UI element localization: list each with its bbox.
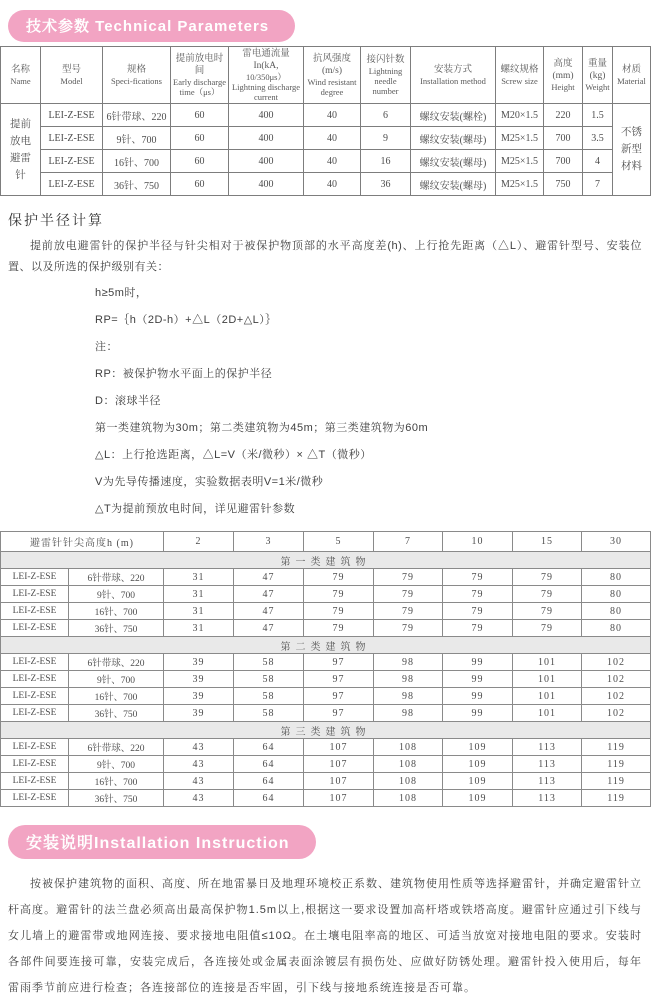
col-header-model: 型号 Model — [41, 47, 103, 104]
building-class-label: 第三类建筑物 — [1, 722, 651, 739]
spec-cell: 9针、700 — [69, 756, 164, 773]
spec-cell: 36针、750 — [69, 620, 164, 637]
radius-value: 109 — [443, 790, 513, 807]
radius-value: 102 — [582, 688, 651, 705]
radius-header-row — [1, 532, 651, 552]
radius-value: 108 — [374, 756, 443, 773]
radius-value: 58 — [234, 654, 304, 671]
radius-value: 97 — [304, 671, 374, 688]
radius-value: 97 — [304, 654, 374, 671]
formula-line: D：滚球半径 — [95, 395, 161, 407]
radius-value: 113 — [513, 773, 582, 790]
radius-value: 64 — [234, 756, 304, 773]
height-col-header: 3 — [234, 532, 304, 552]
radius-calc-intro: 提前放电避雷针的保护半径与针尖相对于被保护物顶部的水平高度差(h)、上行抢先距离（△L）、避雷针型号、安装位置、以及所选的保护级别有关： — [8, 240, 642, 273]
radius-value: 107 — [304, 739, 374, 756]
radius-row — [1, 671, 651, 688]
radius-value: 47 — [234, 586, 304, 603]
technical-parameters-table — [0, 46, 651, 196]
technical-parameters-banner — [8, 10, 295, 42]
model-cell: LEI-Z-ESE — [41, 104, 103, 127]
col-header-wind-resistant-degree: 抗风强度(m/s) Wind resistant degree — [304, 47, 361, 104]
radius-value: 79 — [513, 586, 582, 603]
radius-value: 119 — [582, 739, 651, 756]
radius-row — [1, 603, 651, 620]
current-cell: 400 — [229, 150, 304, 173]
spec-cell: 9针、700 — [69, 671, 164, 688]
model-cell: LEI-Z-ESE — [1, 603, 69, 620]
spec-cell: 9针、700 — [103, 127, 171, 150]
radius-value: 98 — [374, 688, 443, 705]
spec-cell: 6针带球、220 — [69, 569, 164, 586]
height-cell: 700 — [544, 127, 583, 150]
radius-value: 39 — [164, 705, 234, 722]
col-header-material: 材质 Material — [613, 47, 651, 104]
formula-line: △L：上行抢选距离，△L=V（米/微秒）× △T（微秒） — [95, 449, 372, 461]
install-cell: 螺纹安装(螺母) — [411, 150, 496, 173]
height-col-header: 15 — [513, 532, 582, 552]
install-cell: 螺纹安装(螺母) — [411, 173, 496, 196]
radius-value: 102 — [582, 654, 651, 671]
radius-value: 97 — [304, 705, 374, 722]
params-row — [1, 127, 651, 150]
current-cell: 400 — [229, 173, 304, 196]
screw-cell: M25×1.5 — [496, 127, 544, 150]
model-cell: LEI-Z-ESE — [1, 586, 69, 603]
material-cell: 不锈新型材料 — [613, 104, 651, 196]
formula-line: RP=｛h（2D-h）+△L（2D+△L）｝ — [95, 314, 277, 326]
current-cell: 400 — [229, 127, 304, 150]
radius-value: 43 — [164, 756, 234, 773]
model-cell: LEI-Z-ESE — [41, 150, 103, 173]
radius-value: 108 — [374, 773, 443, 790]
radius-value: 79 — [374, 569, 443, 586]
installation-instruction-banner-label: 安装说明Installation Instruction — [26, 835, 290, 852]
radius-value: 101 — [513, 705, 582, 722]
radius-value: 79 — [443, 586, 513, 603]
spec-cell: 36针、750 — [69, 705, 164, 722]
radius-value: 109 — [443, 773, 513, 790]
radius-value: 31 — [164, 620, 234, 637]
spec-cell: 16针、700 — [69, 603, 164, 620]
radius-value: 43 — [164, 739, 234, 756]
spec-cell: 36针、750 — [103, 173, 171, 196]
spec-cell: 36针、750 — [69, 790, 164, 807]
radius-value: 99 — [443, 688, 513, 705]
radius-value: 119 — [582, 773, 651, 790]
col-header-lightning-discharge-current: 雷电通流量In(kA, 10/350μs）Lightning discharge current — [229, 47, 304, 104]
formula-line: 第一类建筑物为30m；第二类建筑物为45m；第三类建筑物为60m — [95, 422, 429, 434]
protection-radius-table — [0, 531, 651, 807]
wind-cell: 40 — [304, 104, 361, 127]
screw-cell: M25×1.5 — [496, 150, 544, 173]
install-cell: 螺纹安装(螺栓) — [411, 104, 496, 127]
radius-value: 109 — [443, 756, 513, 773]
model-cell: LEI-Z-ESE — [1, 773, 69, 790]
time-cell: 60 — [171, 127, 229, 150]
model-cell: LEI-Z-ESE — [1, 756, 69, 773]
radius-value: 107 — [304, 756, 374, 773]
building-class-label: 第二类建筑物 — [1, 637, 651, 654]
radius-value: 113 — [513, 739, 582, 756]
radius-value: 80 — [582, 569, 651, 586]
radius-row — [1, 569, 651, 586]
height-col-header: 30 — [582, 532, 651, 552]
radius-row — [1, 654, 651, 671]
needles-cell: 9 — [361, 127, 411, 150]
height-col-header: 5 — [304, 532, 374, 552]
model-cell: LEI-Z-ESE — [1, 790, 69, 807]
time-cell: 60 — [171, 104, 229, 127]
height-col-header: 2 — [164, 532, 234, 552]
radius-value: 79 — [443, 603, 513, 620]
radius-value: 99 — [443, 671, 513, 688]
radius-value: 64 — [234, 790, 304, 807]
radius-value: 47 — [234, 603, 304, 620]
radius-value: 31 — [164, 569, 234, 586]
time-cell: 60 — [171, 150, 229, 173]
radius-value: 102 — [582, 705, 651, 722]
radius-row — [1, 790, 651, 807]
col-header-height: 高度(mm) Height — [544, 47, 583, 104]
weight-cell: 3.5 — [583, 127, 613, 150]
radius-row — [1, 586, 651, 603]
col-header-installation-method: 安装方式 Installation method — [411, 47, 496, 104]
radius-value: 79 — [374, 603, 443, 620]
height-col-header: 10 — [443, 532, 513, 552]
model-cell: LEI-Z-ESE — [1, 671, 69, 688]
spec-cell: 16针、700 — [69, 773, 164, 790]
formula-line: h≥5m时， — [95, 287, 148, 299]
radius-value: 119 — [582, 790, 651, 807]
formula-line: V为先导传播速度，实验数据表明V=1米/微秒 — [95, 476, 324, 488]
radius-value: 31 — [164, 586, 234, 603]
radius-value: 101 — [513, 671, 582, 688]
weight-cell: 4 — [583, 150, 613, 173]
radius-value: 79 — [443, 620, 513, 637]
radius-value: 79 — [304, 569, 374, 586]
formula-line: △T为提前预放电时间，详见避雷针参数 — [95, 503, 296, 515]
spec-cell: 6针带球、220 — [69, 739, 164, 756]
radius-value: 98 — [374, 654, 443, 671]
radius-value: 43 — [164, 790, 234, 807]
radius-value: 47 — [234, 569, 304, 586]
weight-cell: 1.5 — [583, 104, 613, 127]
radius-value: 109 — [443, 739, 513, 756]
radius-value: 107 — [304, 773, 374, 790]
radius-value: 101 — [513, 654, 582, 671]
radius-row — [1, 773, 651, 790]
radius-value: 113 — [513, 790, 582, 807]
radius-value: 80 — [582, 586, 651, 603]
radius-value: 113 — [513, 756, 582, 773]
radius-value: 58 — [234, 688, 304, 705]
radius-value: 80 — [582, 620, 651, 637]
radius-value: 79 — [304, 586, 374, 603]
radius-value: 79 — [513, 603, 582, 620]
model-cell: LEI-Z-ESE — [1, 620, 69, 637]
install-cell: 螺纹安装(螺母) — [411, 127, 496, 150]
model-cell: LEI-Z-ESE — [1, 705, 69, 722]
formula-line: RP：被保护物水平面上的保护半径 — [95, 368, 273, 380]
radius-value: 39 — [164, 671, 234, 688]
technical-parameters-banner-label: 技术参数 Technical Parameters — [26, 18, 270, 35]
model-cell: LEI-Z-ESE — [41, 173, 103, 196]
radius-value: 79 — [374, 620, 443, 637]
params-row — [1, 173, 651, 196]
model-cell: LEI-Z-ESE — [1, 739, 69, 756]
needles-cell: 16 — [361, 150, 411, 173]
radius-row — [1, 705, 651, 722]
radius-value: 80 — [582, 603, 651, 620]
radius-formula-block — [95, 280, 650, 523]
radius-row — [1, 620, 651, 637]
col-header-early-discharge-time: 提前放电时间 Early discharge time（μs） — [171, 47, 229, 104]
spec-cell: 6针带球、220 — [69, 654, 164, 671]
params-row — [1, 104, 651, 127]
formula-line: 注： — [95, 341, 118, 353]
params-row — [1, 150, 651, 173]
radius-value: 79 — [513, 620, 582, 637]
radius-value: 79 — [513, 569, 582, 586]
radius-value: 98 — [374, 705, 443, 722]
radius-value: 79 — [304, 603, 374, 620]
height-col-header: 7 — [374, 532, 443, 552]
radius-value: 58 — [234, 705, 304, 722]
radius-row — [1, 756, 651, 773]
col-header-name: 名称 Name — [1, 47, 41, 104]
building-class-band — [1, 552, 651, 569]
radius-calc-title: 保护半径计算 — [8, 212, 104, 228]
col-header-lightning-needle-number: 接闪针数 Lightning needle number — [361, 47, 411, 104]
height-cell: 750 — [544, 173, 583, 196]
time-cell: 60 — [171, 173, 229, 196]
model-cell: LEI-Z-ESE — [1, 688, 69, 705]
needles-cell: 6 — [361, 104, 411, 127]
radius-value: 107 — [304, 790, 374, 807]
installation-instruction-text: 按被保护建筑物的面积、高度、所在地雷暴日及地理环境校正系数、建筑物使用性质等选择避雷针，并确定避雷针立杆高度。避雷针的法兰盘必须高出最高保护物1.5m以上,根据这一要求设置加高杆塔或铁塔高度。避雷针应通过引下线与女儿墙上的避雷带或地网连接、要求接地电阻值≤10Ω。在土壤电阻率高的地区、可适当放宽对接地电阻的要求。安装时各部件间要连接可靠，安装完成后，各连接处或金属表面涂镀层有损伤处、应做好防锈处理。避雷针投入使用后，每年雷雨季节前应进行检查；各连接部位的连接是否牢固，引下线与接地系统连接是否可靠。 — [8, 878, 642, 994]
col-header-screw-size: 螺纹规格 Screw size — [496, 47, 544, 104]
radius-value: 79 — [374, 586, 443, 603]
screw-cell: M25×1.5 — [496, 173, 544, 196]
building-class-band — [1, 722, 651, 739]
building-class-label: 第一类建筑物 — [1, 552, 651, 569]
radius-value: 108 — [374, 790, 443, 807]
height-cell: 700 — [544, 150, 583, 173]
radius-value: 43 — [164, 773, 234, 790]
model-cell: LEI-Z-ESE — [41, 127, 103, 150]
screw-cell: M20×1.5 — [496, 104, 544, 127]
current-cell: 400 — [229, 104, 304, 127]
col-header-weight: 重量(kg) Weight — [583, 47, 613, 104]
radius-row — [1, 688, 651, 705]
product-name-cell: 提前放电避雷针 — [1, 104, 41, 196]
radius-value: 64 — [234, 739, 304, 756]
wind-cell: 40 — [304, 127, 361, 150]
height-cell: 220 — [544, 104, 583, 127]
wind-cell: 40 — [304, 173, 361, 196]
radius-value: 39 — [164, 654, 234, 671]
tip-height-header: 避雷针针尖高度h (m) — [1, 532, 164, 552]
spec-cell: 6针带球、220 — [103, 104, 171, 127]
model-cell: LEI-Z-ESE — [1, 569, 69, 586]
installation-instruction-banner — [8, 825, 316, 859]
radius-value: 47 — [234, 620, 304, 637]
needles-cell: 36 — [361, 173, 411, 196]
col-header-specifications: 规格 Speci-fications — [103, 47, 171, 104]
radius-value: 108 — [374, 739, 443, 756]
radius-value: 79 — [443, 569, 513, 586]
radius-value: 97 — [304, 688, 374, 705]
radius-value: 101 — [513, 688, 582, 705]
radius-value: 39 — [164, 688, 234, 705]
weight-cell: 7 — [583, 173, 613, 196]
radius-value: 64 — [234, 773, 304, 790]
wind-cell: 40 — [304, 150, 361, 173]
radius-value: 79 — [304, 620, 374, 637]
radius-value: 99 — [443, 654, 513, 671]
model-cell: LEI-Z-ESE — [1, 654, 69, 671]
radius-value: 58 — [234, 671, 304, 688]
building-class-band — [1, 637, 651, 654]
spec-cell: 16针、700 — [69, 688, 164, 705]
radius-value: 119 — [582, 756, 651, 773]
radius-value: 31 — [164, 603, 234, 620]
spec-cell: 16针、700 — [103, 150, 171, 173]
radius-value: 99 — [443, 705, 513, 722]
radius-value: 102 — [582, 671, 651, 688]
radius-row — [1, 739, 651, 756]
radius-value: 98 — [374, 671, 443, 688]
params-header-row — [1, 47, 651, 104]
spec-cell: 9针、700 — [69, 586, 164, 603]
